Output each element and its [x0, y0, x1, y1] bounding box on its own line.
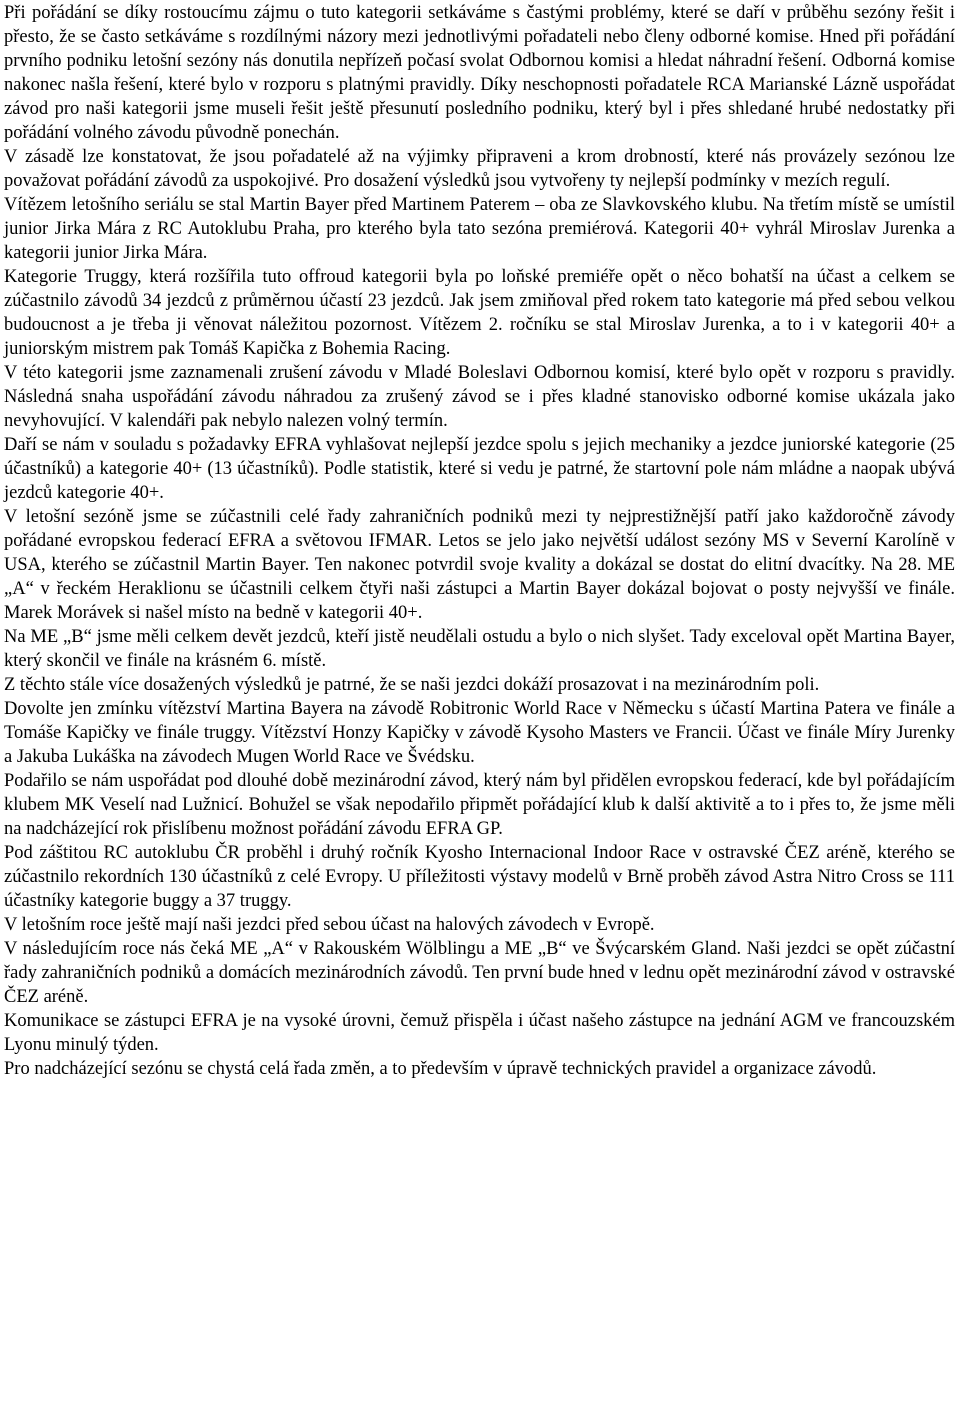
paragraph-efra-awards: Daří se nám v souladu s požadavky EFRA vyhlašovat nejlepší jezdce spolu s jejich mechaniky a jezdce juniorské kategorie (25 účastníků) a kategorie 40+ (13 účastníků). Podle statistik, které si vedu je patrné, že startovní pole nám mládne a naopak ubývá jezdců kategorie 40+.	[4, 435, 955, 503]
paragraph-hall-races: V letošním roce ještě mají naši jezdci před sebou účast na halových závodech v Evropě.	[4, 915, 655, 935]
paragraph-opening-problems: Při pořádání se díky rostoucímu zájmu o tuto kategorii setkáváme s častými problémy, které se daří v průběhu sezóny řešit i přesto, že se často setkáváme s rozdílnými názory mezi jednotlivými pořadateli nebo členy odborné komise. Hned při pořádání prvního podniku letošní sezóny nás donutila nepřízeň počasí svolat Odbornou komisi a hledat náhradní řešení. Odborná komise nakonec našla řešení, které bylo v rozporu s platnými pravidly. Díky neschopnosti pořadatele RCA Marianské Lázně uspořádat závod pro naši kategorii jsme museli řešit ještě přesunutí posledního podniku, který byl i přes shledané hrubé nedostatky při pořádání volného závodu původně ponechán.	[4, 3, 955, 143]
paragraph-international-success: Z těchto stále více dosažených výsledků je patrné, že se naši jezdci dokáží prosazovat i na mezinárodním poli.	[4, 675, 820, 695]
paragraph-upcoming-changes: Pro nadcházející sezónu se chystá celá řada změn, a to především v úpravě technických pravidel a organizace závodů.	[4, 1059, 877, 1079]
paragraph-international-race-organised: Podařilo se nám uspořádat pod dlouhé době mezinárodní závod, který nám byl přidělen evropskou federací, kde byl pořádajícím klubem MK Veselí nad Lužnicí. Bohužel se však nepodařilo připmět pořádající klub k další aktivitě a to i přes to, že jsme měli na nadcházející rok přislíbenu možnost pořádání závodu EFRA GP.	[4, 771, 955, 839]
paragraph-truggy-category: Kategorie Truggy, která rozšířila tuto offroud kategorii byla po loňské premiéře opět o něco bohatší na účast a celkem se zúčastnilo závodů 34 jezdců z průměrnou účastí 23 jezdců. Jak jsem zmiňoval před rokem tato kategorie má před sebou velkou budoucnost a je třeba ji věnovat náležitou pozornost. Vítězem 2. ročníku se stal Miroslav Jurenka, a to i v kategorii 40+ a juniorským mistrem pak Tomáš Kapička z Bohemia Racing.	[4, 267, 955, 359]
paragraph-foreign-events: V letošní sezóně jsme se zúčastnili celé řady zahraničních podniků mezi ty nejprestižnější patří jako každoročně závody pořádané evropskou federací EFRA a světovou IFMAR. Letos se jelo jako největší událost sezóny MS v Severní Karolíně v USA, kterého se zúčastnil Martin Bayer. Ten nakonec potvrdil svoje kvality a dokázal se dostat do elitní dvacítky. Na 28. ME „A“ v řeckém Heraklionu se účastnili celkem čtyři naši zástupci a Martin Bayer dokázal bojovat o posty nejvyšší ve finále. Marek Morávek si našel místo na bedně v kategorii 40+.	[4, 507, 955, 623]
paragraph-kyosho-indoor-race: Pod záštitou RC autoklubu ČR proběhl i druhý ročník Kyosho Internacional Indoor Race v ostravské ČEZ aréně, kterého se zúčastnilo rekordních 130 účastníků z celé Evropy. U příležitosti výstavy modelů v Brně proběh závod Astra Nitro Cross se 111 účastníky kategorie buggy a 37 truggy.	[4, 843, 955, 911]
paragraph-me-b: Na ME „B“ jsme měli celkem devět jezdců, kteří jistě neudělali ostudu a bylo o nich slyšet. Tady exceloval opět Martina Bayer, který skončil ve finále na krásném 6. místě.	[4, 627, 955, 671]
paragraph-organizers-assessment: V zásadě lze konstatovat, že jsou pořadatelé až na výjimky připraveni a krom drobností, které nás provázely sezónou lze považovat pořádání závodů za uspokojivé. Pro dosažení výsledků jsou vytvořeny ty nejlepší podmínky v mezích regulí.	[4, 147, 955, 191]
paragraph-series-winners: Vítězem letošního seriálu se stal Martin Bayer před Martinem Paterem – oba ze Slavkovského klubu. Na třetím místě se umístil junior Jirka Mára z RC Autoklubu Praha, pro kterého byla tato sezóna premiérová. Kategorii 40+ vyhrál Miroslav Jurenka a kategorii junior Jirka Mára.	[4, 195, 955, 263]
paragraph-victories: Dovolte jen zmínku vítězství Martina Bayera na závodě Robitronic World Race v Německu s účastí Martina Patera ve finále a Tomáše Kapičky ve finále truggy. Vítězství Honzy Kapičky v závodě Kysoho Masters ve Francii. Účast ve finále Míry Jurenky a Jakuba Lukáška na závodech Mugen World Race ve Švédsku.	[4, 699, 955, 767]
paragraph-next-year: V následujícím roce nás čeká ME „A“ v Rakouském Wölblingu a ME „B“ ve Švýcarském Gland. Naši jezdci se opět zúčastní řady zahraničních podniků a domácích mezinárodních závodů. Ten první bude hned v lednu opět mezinárodní závod v ostravské ČEZ aréně.	[4, 939, 955, 1007]
paragraph-cancelled-race: V této kategorii jsme zaznamenali zrušení závodu v Mladé Boleslavi Odbornou komisí, které bylo opět v rozporu s pravidly. Následná snaha uspořádání závodu náhradou za zrušený závod se i přes kladné stanovisko odborné komise ukázala jako nevyhovující. V kalendáři pak nebylo nalezen volný termín.	[4, 363, 955, 431]
paragraph-efra-communication: Komunikace se zástupci EFRA je na vysoké úrovni, čemuž přispěla i účast našeho zástupce na jednání AGM ve francouzském Lyonu minulý týden.	[4, 1011, 955, 1055]
